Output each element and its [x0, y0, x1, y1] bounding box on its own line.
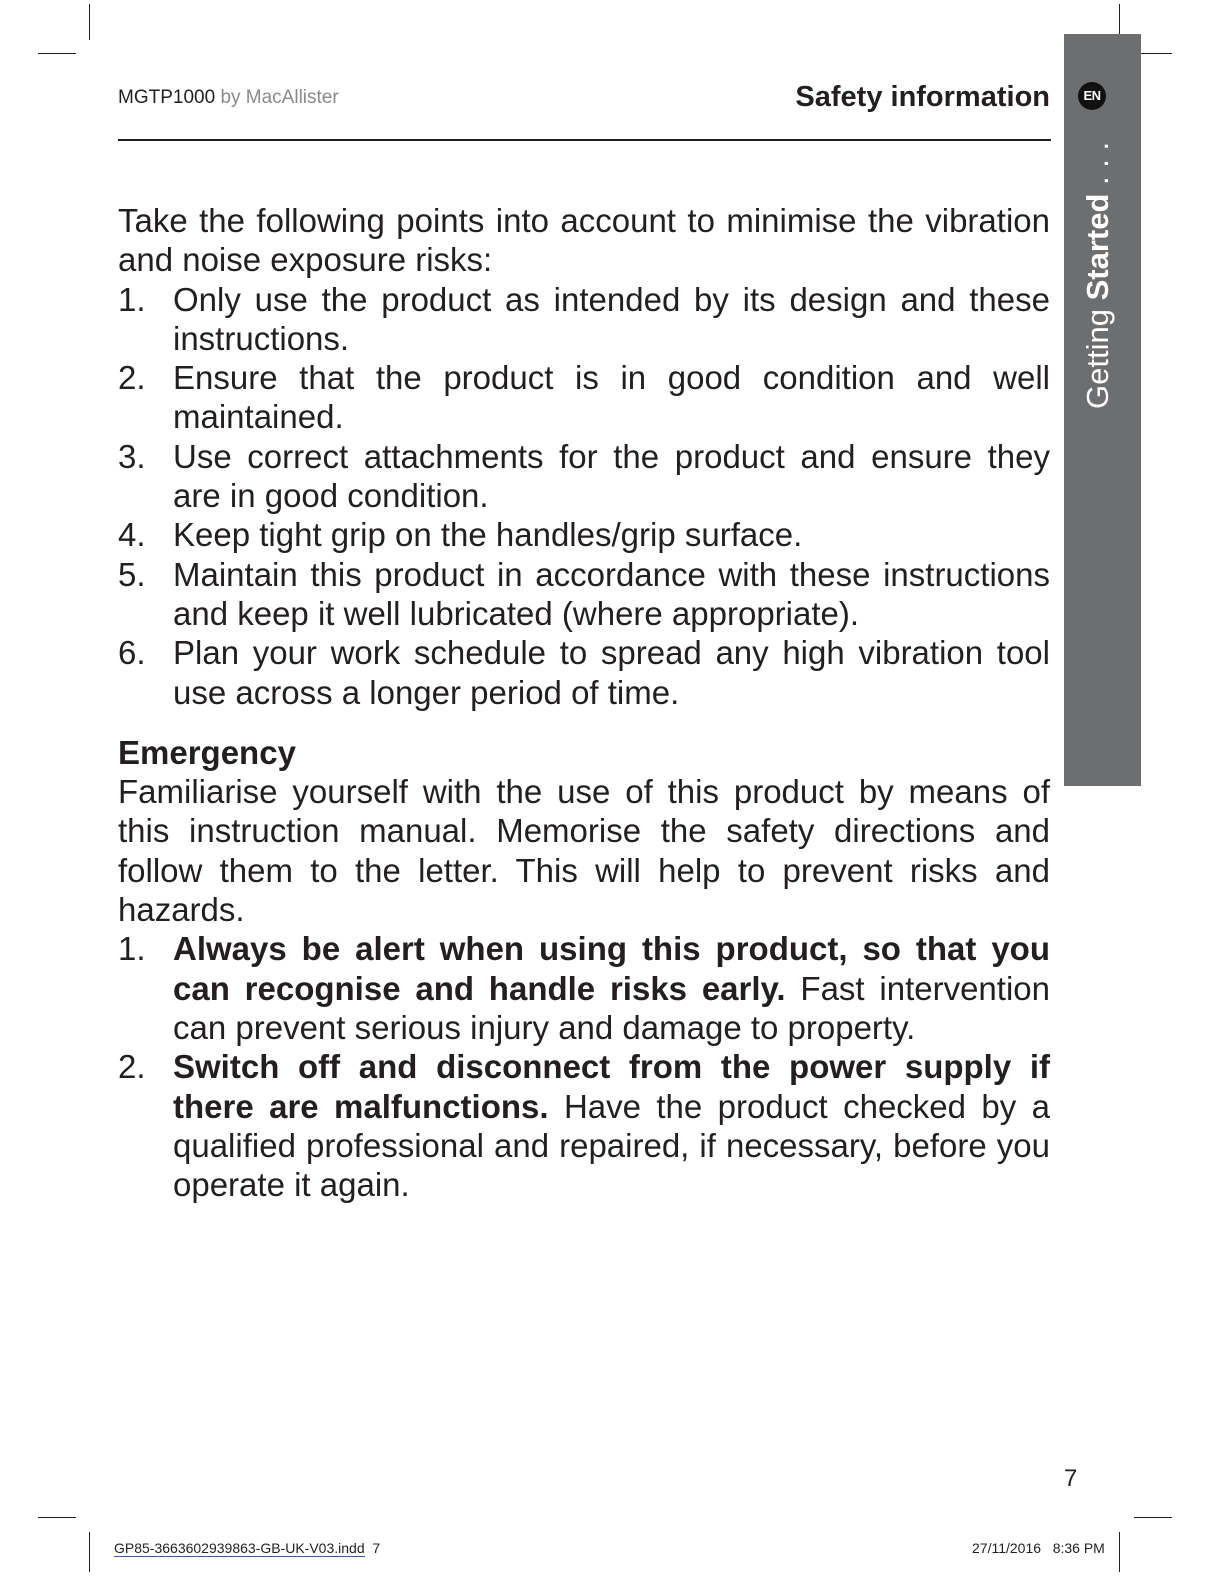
chapter-label-light: Getting — [1080, 309, 1115, 409]
chapter-label-dots: . . . — [1080, 141, 1115, 185]
emergency-heading: Emergency — [118, 733, 296, 771]
list-text: Maintain this product in accordance with these instructions and keep it well lubricated (where appropriate). — [173, 555, 1050, 632]
intro-paragraph: Take the following points into account to minimise the vibration and noise exposure risks: — [118, 202, 1050, 279]
section-title: Safety information — [795, 81, 1050, 113]
emergency-points-list — [118, 929, 1050, 1204]
list-item — [118, 633, 1050, 712]
list-item — [118, 280, 1050, 359]
list-text: Only use the product as intended by its design and these instructions. — [173, 280, 1050, 357]
list-item — [118, 555, 1050, 634]
vibration-points-list — [118, 280, 1050, 712]
chapter-label-bold: Started — [1080, 193, 1115, 301]
footer-file-name: GP85-3663602939863-GB-UK-V03.indd — [114, 1540, 365, 1556]
footer-timestamp — [972, 1539, 1105, 1557]
list-number: 4. — [118, 516, 146, 554]
crop-mark — [1119, 1532, 1120, 1572]
page-content — [118, 201, 1050, 1204]
list-item — [118, 358, 1050, 437]
list-number: 3. — [118, 437, 146, 475]
list-number: 6. — [118, 634, 146, 672]
footer-file-page: 7 — [372, 1540, 381, 1556]
crop-mark — [1134, 1517, 1172, 1518]
list-number: 5. — [118, 555, 146, 593]
list-text: Fast intervention can prevent serious injury and damage to property. — [173, 969, 1050, 1046]
model-number: MGTP1000 — [118, 87, 216, 108]
chapter-label — [1080, 142, 1116, 409]
list-item — [118, 929, 1050, 1047]
list-text: Keep tight grip on the handles/grip surface. — [173, 516, 803, 554]
header-divider — [118, 139, 1051, 141]
crop-mark — [38, 53, 76, 54]
list-text: Use correct attachments for the product and ensure they are in good condition. — [173, 437, 1050, 515]
running-header-model — [118, 86, 339, 110]
page-number: 7 — [1064, 1465, 1078, 1492]
crop-mark — [89, 4, 90, 40]
brand-name: by MacAllister — [220, 87, 339, 108]
list-number: 2. — [118, 359, 146, 397]
crop-mark — [89, 1532, 90, 1572]
list-item — [118, 437, 1050, 516]
list-text: Plan your work schedule to spread any high vibration tool use across a longer period of time. — [173, 634, 1050, 711]
list-item — [118, 515, 1050, 554]
list-number: 1. — [118, 930, 146, 968]
list-bold-text: Switch off and disconnect from the power supply if there are malfunctions. — [173, 1048, 1050, 1125]
list-number: 2. — [118, 1048, 146, 1086]
list-bold-text: Always be alert when using this product, so that you can recognise and handle risks early. — [173, 930, 1050, 1007]
crop-mark — [38, 1517, 76, 1518]
list-number: 1. — [118, 280, 146, 318]
list-text: Have the product checked by a qualified professional and repaired, if necessary, before you operate it again. — [173, 1087, 1050, 1204]
list-item — [118, 1047, 1050, 1204]
list-text: Ensure that the product is in good condition and well maintained. — [173, 359, 1050, 436]
footer-date: 27/11/2016 — [972, 1540, 1042, 1556]
language-badge: EN — [1078, 82, 1106, 110]
footer-file-slug — [114, 1539, 380, 1557]
emergency-paragraph: Familiarise yourself with the use of this product by means of this instruction manual. Memorise the safety directions and follow them to the letter. This will help to prevent risks and hazards. — [118, 773, 1050, 929]
chapter-side-tab — [1064, 34, 1141, 786]
footer-time: 8:36 PM — [1052, 1540, 1105, 1556]
